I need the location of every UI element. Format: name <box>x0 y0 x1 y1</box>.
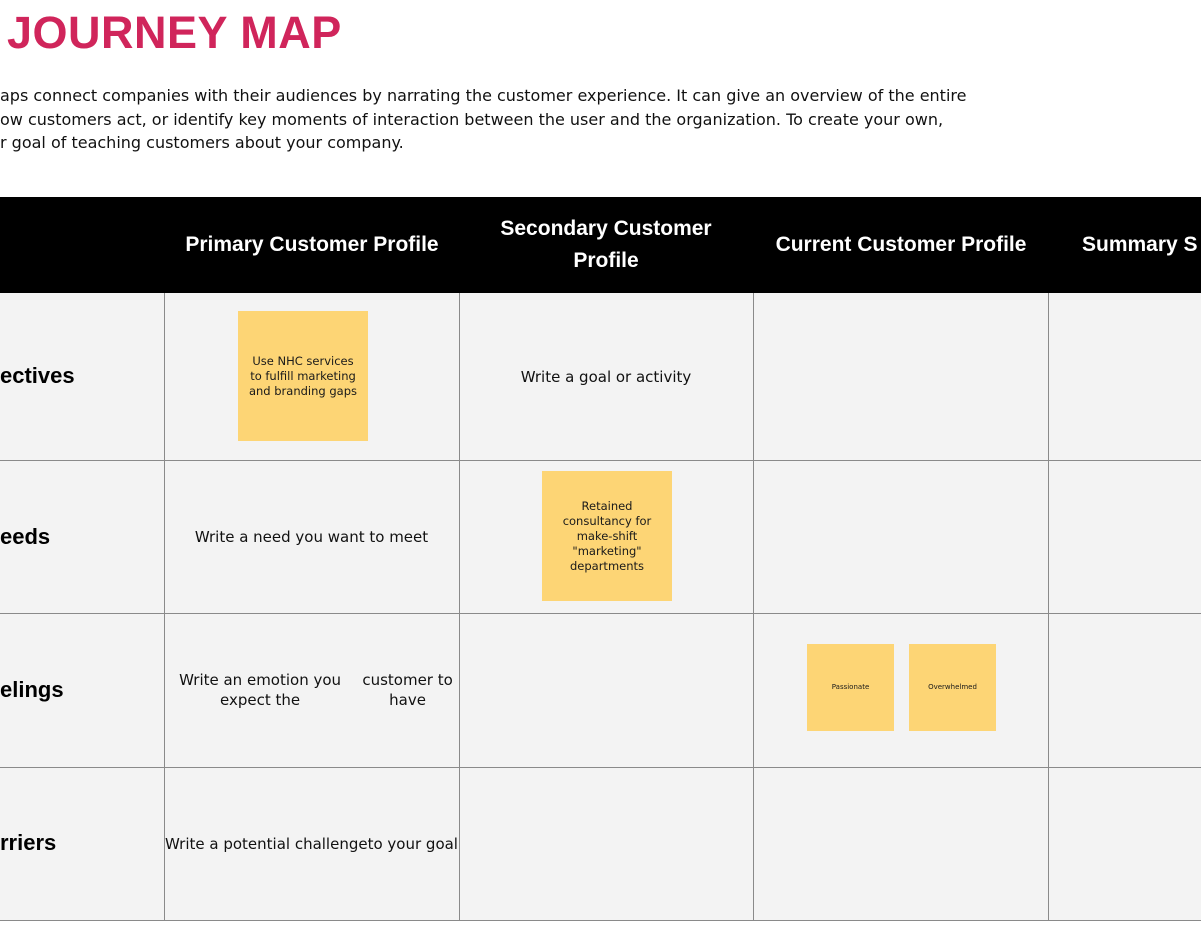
grid-divider <box>0 920 1201 921</box>
sticky-note[interactable]: Use NHC services to fulfill marketing and branding gaps <box>238 311 368 441</box>
column-header-primary-customer-profile: Primary Customer Profile <box>185 233 439 256</box>
row-label-objectives: ectives <box>0 363 75 388</box>
cell-prompt-line: Write a need you want to meet <box>194 527 429 546</box>
cell-prompt <box>459 293 753 460</box>
row-label-feelings: elings <box>0 677 64 702</box>
row-label-barriers: rriers <box>0 830 57 855</box>
sticky-note[interactable]: Passionate <box>807 644 894 731</box>
grid-divider <box>1048 293 1049 920</box>
cell-prompt-line: customer to have <box>362 671 453 709</box>
intro-line-2: ow customers act, or identify key moments of interaction between the user and the organization. To create your own, <box>0 109 944 129</box>
intro-line-1: aps connect companies with their audiences by narrating the customer experience. It can give an overview of the entire <box>0 86 967 105</box>
cell-prompt <box>164 767 459 920</box>
column-header-summary: Summary S <box>1082 233 1198 256</box>
cell-prompt-line: Write an emotion you expect the <box>179 671 342 709</box>
row-label-needs: eeds <box>0 524 51 549</box>
sticky-note[interactable]: Retained consultancy for make-shift "marketing" departments <box>542 471 672 601</box>
page-title: JOURNEY MAP <box>7 7 342 58</box>
cell-prompt <box>164 460 459 613</box>
intro-line-3: r goal of teaching customers about your company. <box>0 133 404 152</box>
cell-prompt-line: Write a potential challenge <box>165 834 368 853</box>
cell-prompt <box>164 613 459 767</box>
cell-prompt-line: to your goal <box>367 834 458 853</box>
column-header-secondary-customer-profile: Secondary Customer Profile <box>500 217 712 272</box>
column-header-current-customer-profile: Current Customer Profile <box>775 233 1027 256</box>
cell-prompt-line: Write a goal or activity <box>520 367 692 386</box>
grid-divider <box>753 293 754 920</box>
sticky-note[interactable]: Overwhelmed <box>909 644 996 731</box>
